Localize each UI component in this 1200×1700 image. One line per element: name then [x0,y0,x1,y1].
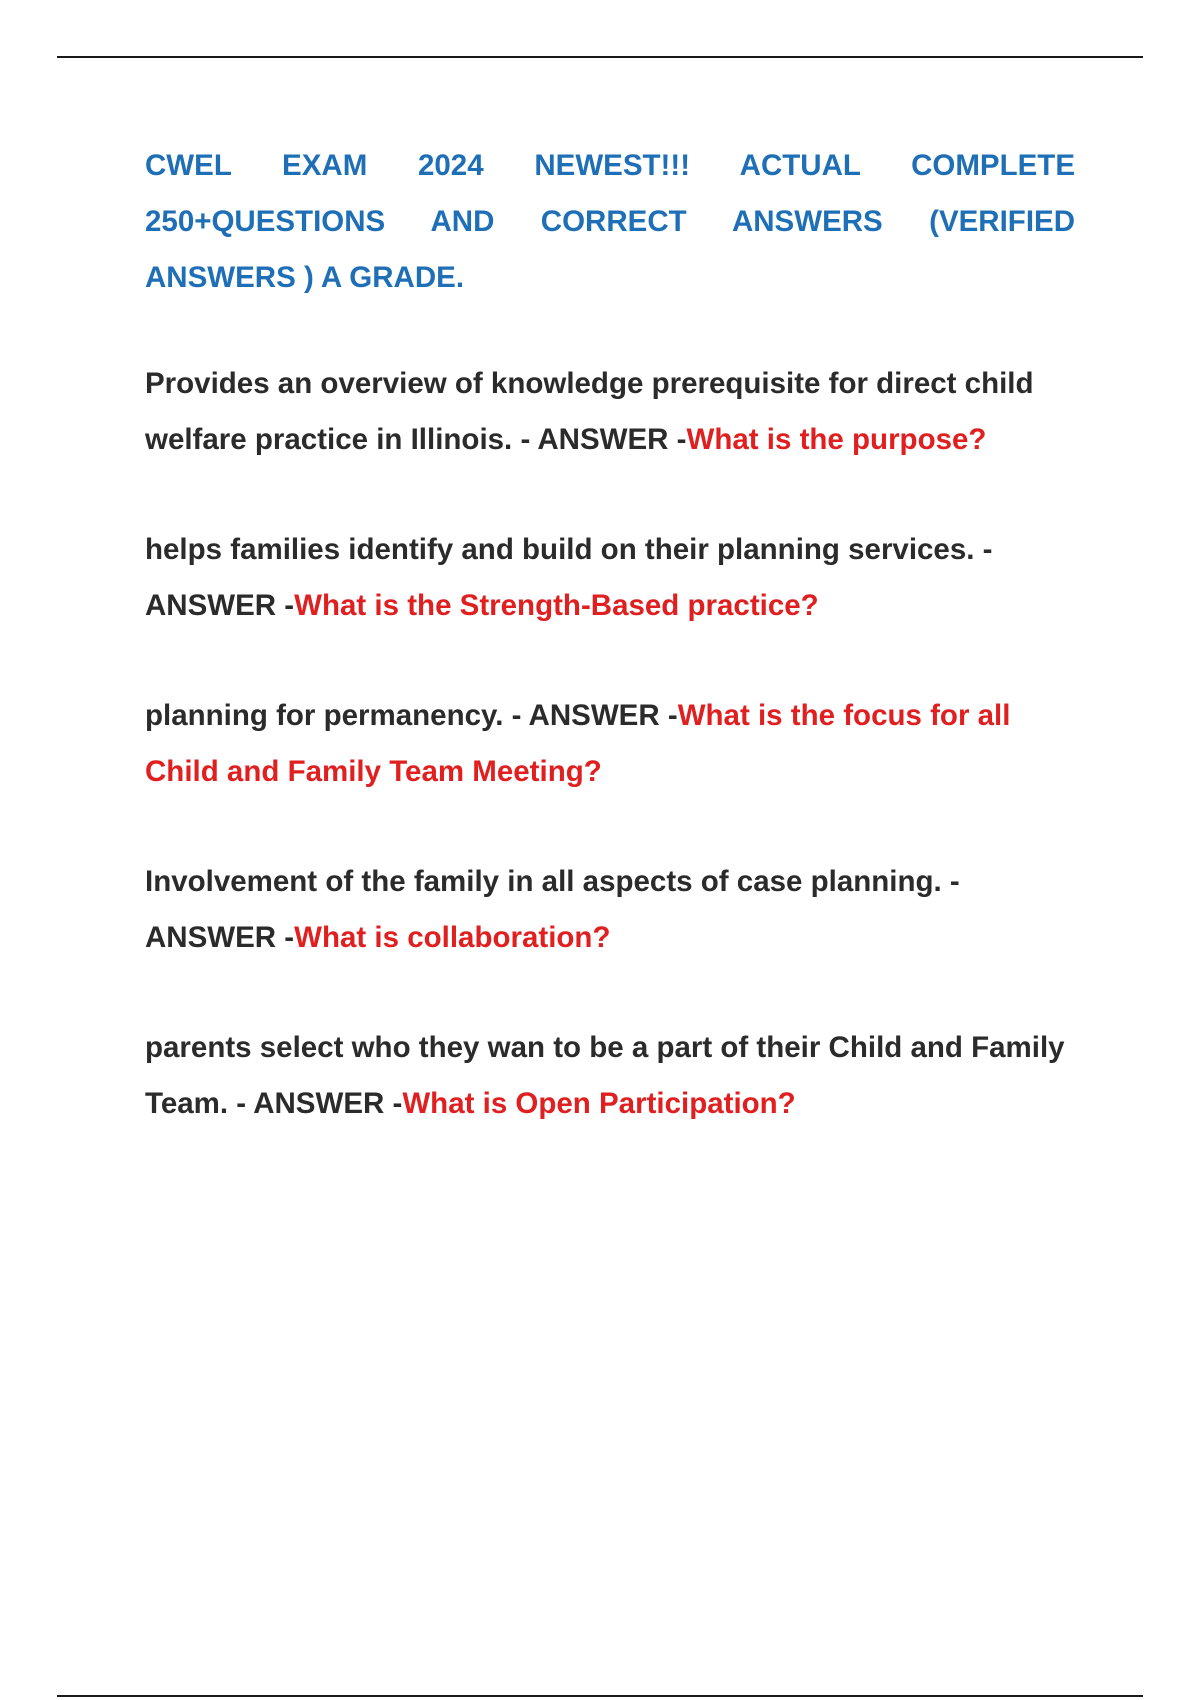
answer-separator: - ANSWER - [145,865,960,954]
question-prompt: parents select who they wan to be a part of their Child and Family Team. [145,1031,1065,1120]
qa-item [145,356,1075,468]
qa-item [145,854,1075,966]
answer-separator: - ANSWER - [503,699,678,732]
answer-text: What is the purpose? [686,423,987,456]
answer-text: What is collaboration? [294,921,611,954]
document-title: CWEL EXAM 2024 NEWEST!!! ACTUAL COMPLETE 250+QUESTIONS AND CORRECT ANSWERS (VERIFIED ANSWERS ) A GRADE. [145,149,1075,294]
answer-text: What is the focus for all Child and Family Team Meeting? [145,699,1011,788]
answer-separator: - ANSWER - [512,423,687,456]
answer-text: What is the Strength-Based practice? [294,589,819,622]
qa-item [145,688,1075,800]
bottom-rule [57,1695,1143,1697]
top-rule [57,56,1143,58]
question-prompt: helps families identify and build on their planning services. [145,533,975,566]
answer-separator: - ANSWER - [145,533,993,622]
question-prompt: Provides an overview of knowledge prerequisite for direct child welfare practice in Illinois. [145,367,1034,456]
question-prompt: planning for permanency. [145,699,504,732]
question-prompt: Involvement of the family in all aspects of case planning. [145,865,942,898]
qa-item [145,1020,1075,1132]
answer-separator: - ANSWER - [228,1087,403,1120]
answer-text: What is Open Participation? [402,1087,796,1120]
qa-item [145,522,1075,634]
document-body [145,138,1075,1132]
